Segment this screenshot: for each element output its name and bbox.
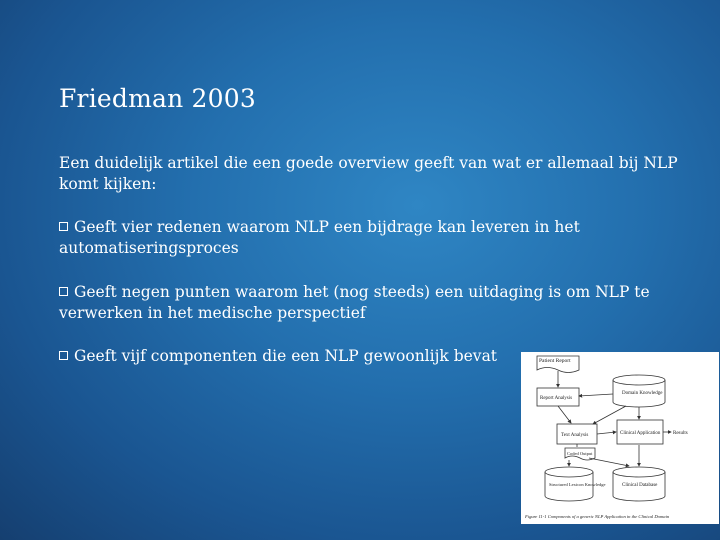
slide-title: Friedman 2003 <box>59 84 256 113</box>
patient-report-label: Patient Report <box>539 358 571 364</box>
domain-knowledge-label: Domain Knowledge <box>622 391 663 396</box>
text-analysis-label: Text Analysis <box>561 433 589 438</box>
nlp-components-diagram <box>521 352 719 524</box>
bullet-text: Geeft vier redenen waarom NLP een bijdrage kan leveren in het automatiseringsproces <box>59 218 580 257</box>
figure-caption: Figure 11-1 Components of a generic NLP Application in the Clinical Domain <box>525 514 670 519</box>
results-label: Results <box>673 431 688 436</box>
bullet-item <box>59 217 699 259</box>
clinical-database-label: Clinical Database <box>622 483 658 488</box>
clinical-application-label: Clinical Application <box>620 431 661 436</box>
clinical-database-node <box>613 467 665 501</box>
clinical-application-node <box>617 420 663 444</box>
bullet-item <box>59 282 699 324</box>
intro-text: Een duidelijk artikel die een goede overview geeft van wat er allemaal bij NLP komt kijken: <box>59 154 678 193</box>
patient-report-node <box>537 356 579 373</box>
lexicon-knowledge-node <box>545 467 605 501</box>
checkbox-bullet-icon <box>59 351 68 360</box>
checkbox-bullet-icon <box>59 287 68 296</box>
bullet-text: Geeft negen punten waarom het (nog steeds) een uitdaging is om NLP te verwerken in het medische perspectief <box>59 283 650 322</box>
report-analysis-node <box>537 388 579 406</box>
coded-output-label: Coded Output <box>567 451 593 456</box>
bullet-text: Geeft vijf componenten die een NLP gewoonlijk bevat <box>74 347 498 365</box>
checkbox-bullet-icon <box>59 222 68 231</box>
domain-knowledge-node <box>613 375 665 407</box>
text-analysis-node <box>557 424 597 444</box>
report-analysis-label: Report Analysis <box>540 396 573 401</box>
lexicon-knowledge-label: Structured Lexicon Knowledge <box>549 482 606 487</box>
